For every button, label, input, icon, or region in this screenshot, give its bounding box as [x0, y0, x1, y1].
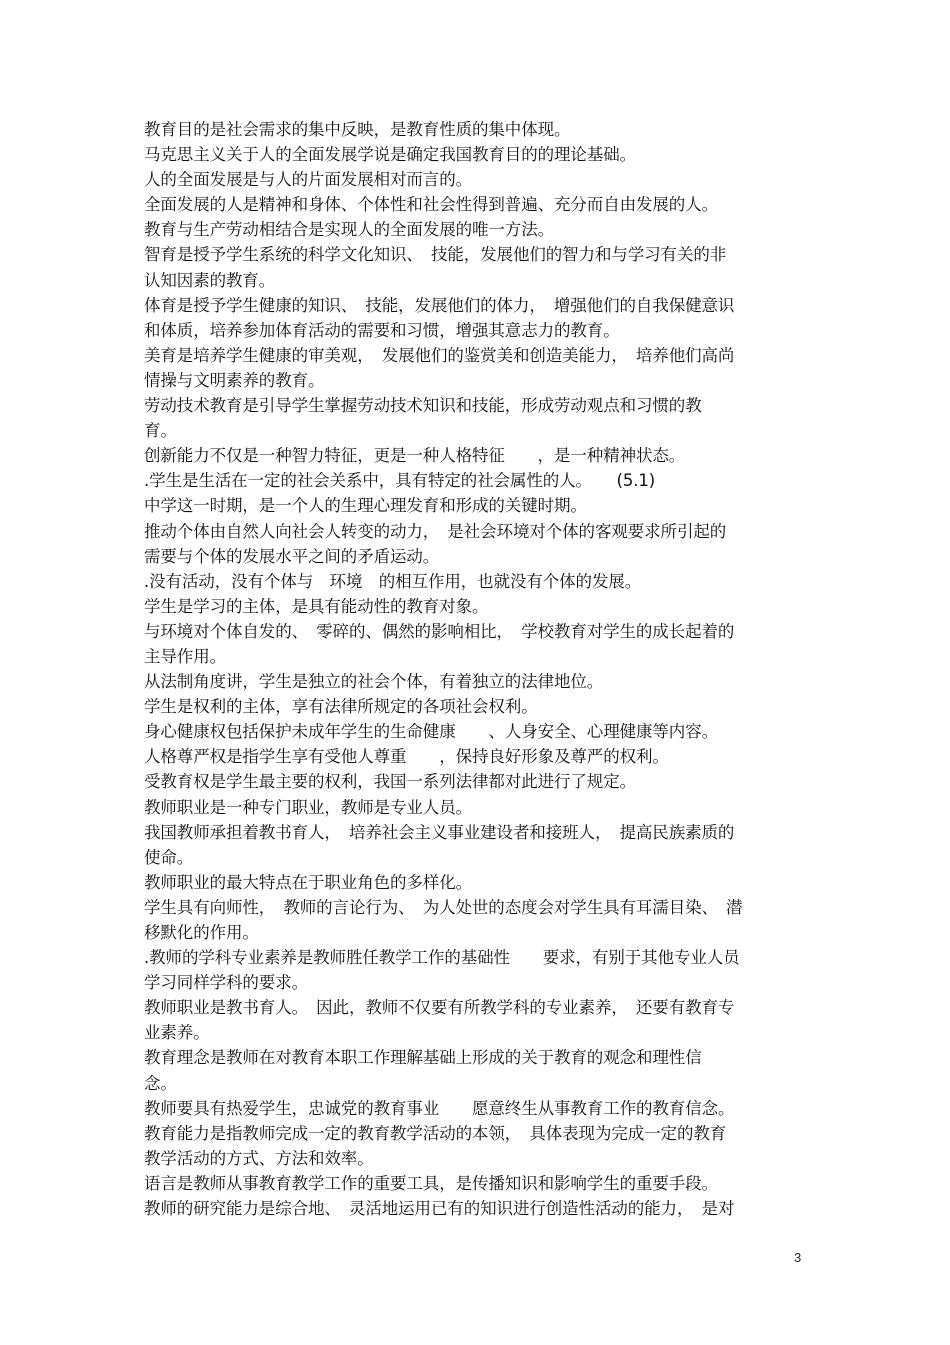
text-line: 认知因素的教育。 — [144, 270, 276, 290]
text-line: .学生是生活在一定的社会关系中，具有特定的社会属性的人。 (5.1) — [144, 471, 656, 491]
text-line: 人格尊严权是指学生享有受他人尊重 ，保持良好形象及尊严的权利。 — [144, 747, 669, 767]
text-line: 教育目的是社会需求的集中反映，是教育性质的集中体现。 — [144, 120, 571, 139]
text-line: 念。 — [144, 1073, 177, 1093]
text-line: 受教育权是学生最主要的权利，我国一系列法律都对此进行了规定。 — [144, 772, 637, 792]
text-line: 教师职业是教书育人。 因此，教师不仅要有所教学科的专业素养， 还要有教育专 — [144, 998, 735, 1018]
text-line: 马克思主义关于人的全面发展学说是确定我国教育目的的理论基础。 — [144, 145, 637, 165]
text-line: 身心健康权包括保护未成年学生的生命健康 、人身安全、心理健康等内容。 — [144, 722, 719, 742]
text-line: 教学活动的方式、方法和效率。 — [144, 1148, 374, 1168]
text-line: 我国教师承担着教书育人， 培养社会主义事业建设者和接班人， 提高民族素质的 — [144, 822, 735, 842]
text-line: 和体质，培养参加体育活动的需要和习惯，增强其意志力的教育。 — [144, 320, 620, 340]
text-line: 教师职业的最大特点在于职业角色的多样化。 — [144, 872, 473, 892]
text-line: 教师职业是一种专门职业，教师是专业人员。 — [144, 797, 473, 817]
text-line: 智育是授予学生系统的科学文化知识、 技能，发展他们的智力和与学习有关的非 — [144, 245, 727, 265]
text-line: 主导作用。 — [144, 646, 227, 666]
text-line: 创新能力不仅是一种智力特征，更是一种人格特征 ，是一种精神状态。 — [144, 446, 686, 466]
page-number: 3 — [794, 1250, 802, 1265]
text-line: 移默化的作用。 — [144, 923, 259, 942]
text-line: 人的全面发展是与人的片面发展相对而言的。 — [144, 170, 473, 190]
text-line: 教育理念是教师在对教育本职工作理解基础上形成的关于教育的观念和理性信 — [144, 1048, 702, 1068]
text-line: 推动个体由自然人向社会人转变的动力， 是社会环境对个体的客观要求所引起的 — [144, 521, 727, 541]
text-line: 情操与文明素养的教育。 — [144, 370, 325, 390]
text-line: .教师的学科专业素养是教师胜任教学工作的基础性 要求，有别于其他专业人员 — [144, 948, 740, 968]
text-line: 教师的研究能力是综合地、 灵活地运用已有的知识进行创造性活动的能力， 是对 — [144, 1199, 735, 1219]
text-line: 育。 — [144, 421, 177, 441]
text-line: 学生具有向师性， 教师的言论行为、 为人处世的态度会对学生具有耳濡目染、 潜 — [144, 897, 743, 917]
text-line: 教育能力是指教师完成一定的教育教学活动的本领， 具体表现为完成一定的教育 — [144, 1123, 727, 1143]
text-line: 中学这一时期，是一个人的生理心理发育和形成的关键时期。 — [144, 496, 587, 516]
text-line: 教师要具有热爱学生，忠诚党的教育事业 愿意终生从事教育工作的教育信念。 — [144, 1098, 735, 1118]
text-line: 学生是学习的主体，是具有能动性的教育对象。 — [144, 596, 489, 616]
text-line: 业素养。 — [144, 1023, 210, 1043]
text-line: 劳动技术教育是引导学生掌握劳动技术知识和技能，形成劳动观点和习惯的教 — [144, 396, 702, 416]
text-line: 使命。 — [144, 847, 194, 867]
document-body — [144, 117, 844, 1221]
text-line: .没有活动，没有个体与 环境 的相互作用，也就没有个体的发展。 — [144, 571, 642, 591]
text-line: 需要与个体的发展水平之间的矛盾运动。 — [144, 546, 440, 566]
text-line: 学生是权利的主体，享有法律所规定的各项社会权利。 — [144, 697, 538, 717]
text-line: 从法制角度讲，学生是独立的社会个体，有着独立的法律地位。 — [144, 672, 604, 692]
text-line: 教育与生产劳动相结合是实现人的全面发展的唯一方法。 — [144, 220, 555, 240]
text-line: 美育是培养学生健康的审美观， 发展他们的鉴赏美和创造美能力， 培养他们高尚 — [144, 345, 735, 365]
text-line: 体育是授予学生健康的知识、 技能，发展他们的体力， 增强他们的自我保健意识 — [144, 295, 735, 315]
text-line: 学习同样学科的要求。 — [144, 973, 309, 993]
text-line: 全面发展的人是精神和身体、个体性和社会性得到普遍、充分而自由发展的人。 — [144, 195, 719, 215]
text-line: 语言是教师从事教育教学工作的重要工具，是传播知识和影响学生的重要手段。 — [144, 1173, 719, 1193]
text-line: 与环境对个体自发的、 零碎的、偶然的影响相比， 学校教育对学生的成长起着的 — [144, 621, 735, 641]
